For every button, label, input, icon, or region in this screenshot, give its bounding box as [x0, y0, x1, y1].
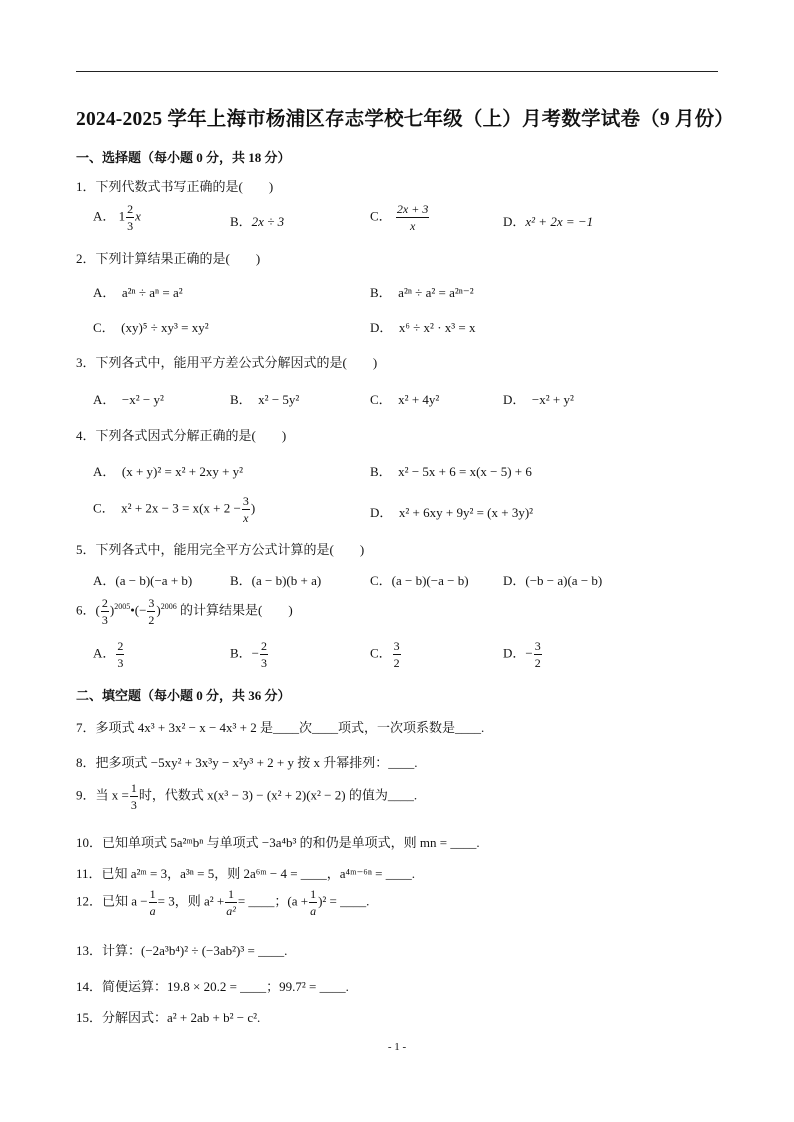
question-4-option-d: D． x² + 6xy + 9y² = (x + 3y)² [370, 505, 534, 520]
question-5-option-d: D．(−b − a)(a − b) [503, 573, 603, 588]
question-5-option-b: B．(a − b)(b + a) [230, 573, 322, 588]
question-14: 14．简便运算：19.8 × 20.2 = ____；99.7² = ____. [76, 979, 349, 994]
question-4-option-a: A． (x + y)² = x² + 2xy + y² [93, 464, 244, 479]
question-4-stem: 4．下列各式因式分解正确的是( ) [76, 428, 287, 443]
question-2-option-c: C． (xy)⁵ ÷ xy³ = xy² [93, 320, 209, 335]
question-7: 7．多项式 4x³ + 3x² − x − 4x³ + 2 是____次____项式，一次项系数是____. [76, 720, 485, 735]
header-rule [76, 71, 718, 72]
question-11: 11．已知 a²ᵐ = 3，a³ⁿ = 5，则 2a⁶ᵐ − 4 = ____，a⁴ᵐ⁻⁶ⁿ = ____. [76, 866, 416, 881]
question-2-option-b: B． a²ⁿ ÷ a² = a²ⁿ⁻² [370, 285, 474, 300]
question-1-stem: 1．下列代数式书写正确的是( ) [76, 179, 274, 194]
question-3-option-c: C． x² + 4y² [370, 392, 440, 407]
question-15: 15．分解因式：a² + 2ab + b² − c². [76, 1010, 261, 1025]
question-3-option-b: B． x² − 5y² [230, 392, 300, 407]
question-1-option-b: B．2x ÷ 3 [230, 214, 285, 229]
question-5-stem: 5．下列各式中，能用完全平方公式计算的是( ) [76, 542, 365, 557]
question-9: 9．当 x = $\frac{1}{3}$ 时，代数式 x(x³ − 3) − (x² + 2)(x² − 2) 的值为____. [76, 781, 418, 812]
question-6-stem: 6．( $\frac{2}{3}$ )$^{2005}$•(− $\frac{3}{2}$ )$^{2006}$ 的计算结果是( ) [76, 596, 293, 627]
question-8: 8．把多项式 −5xy² + 3x³y − x²y³ + 2 + y 按 x 升幂排列：____. [76, 755, 418, 770]
page-number: - 1 - [387, 1041, 407, 1053]
question-6-option-d: D．− $\frac{3}{2}$ [503, 639, 541, 670]
section-heading-fill: 二、填空题（每小题 0 分，共 36 分） [76, 688, 291, 703]
question-2-option-a: A． a²ⁿ ÷ aⁿ = a² [93, 285, 183, 300]
question-6-option-a: A． $\frac{2}{3}$ [93, 639, 124, 670]
question-6-option-b: B．− $\frac{2}{3}$ [230, 639, 268, 670]
question-4-option-c: C． x² + 2x − 3 = x(x + 2 − $\frac{3}{x}$ ) [93, 494, 256, 525]
question-5-option-c: C．(a − b)(−a − b) [370, 573, 469, 588]
question-2-option-d: D． x⁶ ÷ x² · x³ = x [370, 320, 476, 335]
question-4-option-b: B． x² − 5x + 6 = x(x − 5) + 6 [370, 464, 532, 479]
question-13: 13．计算：(−2a³b⁴)² ÷ (−3ab²)³ = ____. [76, 943, 288, 958]
question-3-stem: 3．下列各式中，能用平方差公式分解因式的是( ) [76, 355, 378, 370]
question-10: 10．已知单项式 5a²ᵐbⁿ 与单项式 −3a⁴b³ 的和仍是单项式，则 mn = ____. [76, 835, 480, 850]
question-12: 12．已知 a − $\frac{1}{a}$ = 3，则 a² + $\frac{1}{\text{a²}}$ = ____；(a + $\frac{1}{a}$ )² = ____. [76, 887, 370, 918]
page-title: 2024-2025 学年上海市杨浦区存志学校七年级（上）月考数学试卷（9 月份） [76, 109, 734, 130]
question-1-option-a: A． 1 $\frac{2}{3}$ x [93, 202, 141, 233]
question-3-option-a: A． −x² − y² [93, 392, 164, 407]
question-2-stem: 2．下列计算结果正确的是( ) [76, 251, 261, 266]
question-1-option-c: C． $\frac{2x + 3}{x}$ [370, 202, 429, 233]
section-heading-choice: 一、选择题（每小题 0 分，共 18 分） [76, 150, 291, 165]
question-5-option-a: A．(a − b)(−a + b) [93, 573, 193, 588]
question-1-option-d: D．x² + 2x = −1 [503, 214, 594, 229]
question-3-option-d: D． −x² + y² [503, 392, 574, 407]
question-6-option-c: C． $\frac{3}{2}$ [370, 639, 400, 670]
